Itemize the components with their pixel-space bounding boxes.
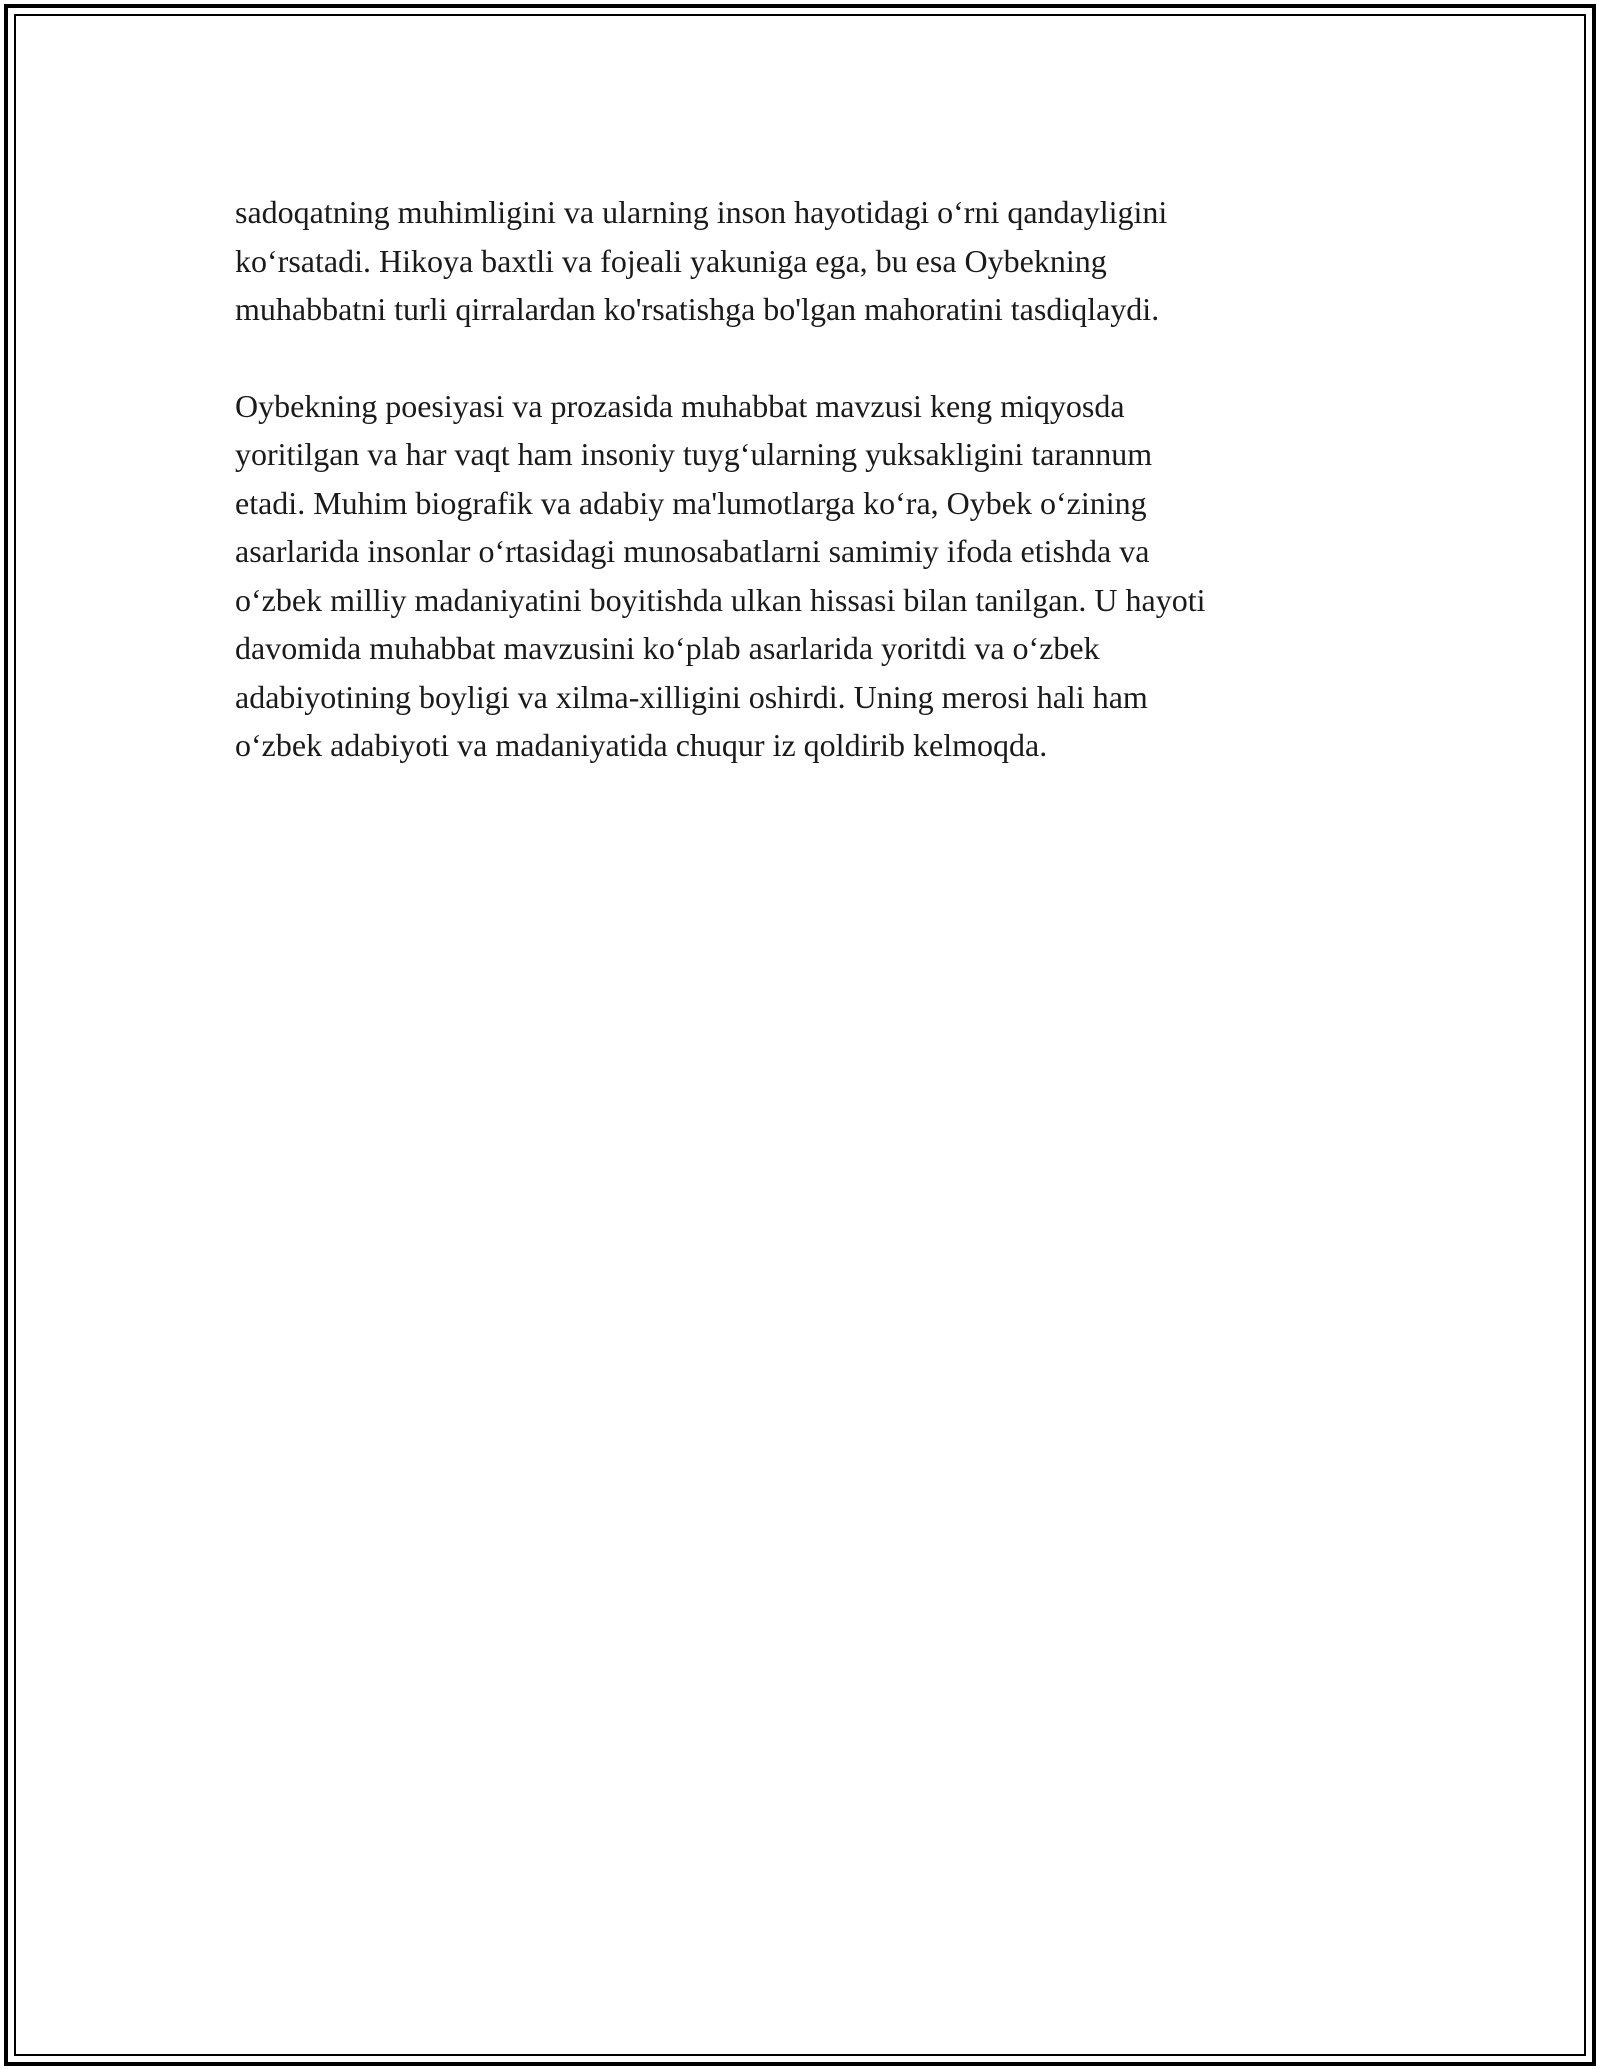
- text-line: o‘zbek adabiyoti va madaniyatida chuqur iz qoldirib kelmoqda.: [235, 727, 1048, 763]
- text-line: Oybekning poesiyasi va prozasida muhabbat mavzusi keng miqyosda: [235, 387, 1125, 424]
- text-line: yoritilgan va har vaqt ham insoniy tuyg‘ularning yuksakligini tarannum: [235, 436, 1153, 472]
- text-line: ko‘rsatadi. Hikoya baxtli va fojeali yakuniga ega, bu esa Oybekning: [235, 242, 1107, 279]
- text-line: etadi. Muhim biografik va adabiy ma'lumotlarga ko‘ra, Oybek o‘zining: [235, 484, 1147, 521]
- text-line: adabiyotining boyligi va xilma-xilligini oshirdi. Uning merosi hali ham: [235, 678, 1148, 715]
- text-line: muhabbatni turli qirralardan ko'rsatishga bo'lgan mahoratini tasdiqlaydi.: [235, 291, 1160, 327]
- text-line: asarlarida insonlar o‘rtasidagi munosabatlarni samimiy ifoda etishda va: [235, 533, 1150, 569]
- paragraph-2: [235, 382, 1370, 770]
- text-line: sadoqatning muhimligini va ularning inson hayotidagi o‘rni qandayligini: [235, 194, 1168, 230]
- text-line: o‘zbek milliy madaniyatini boyitishda ulkan hissasi bilan tanilgan. U hayoti: [235, 581, 1206, 618]
- paragraph-1: [235, 188, 1370, 334]
- document-body: [235, 188, 1370, 770]
- text-line: davomida muhabbat mavzusini ko‘plab asarlarida yoritdi va o‘zbek: [235, 630, 1100, 666]
